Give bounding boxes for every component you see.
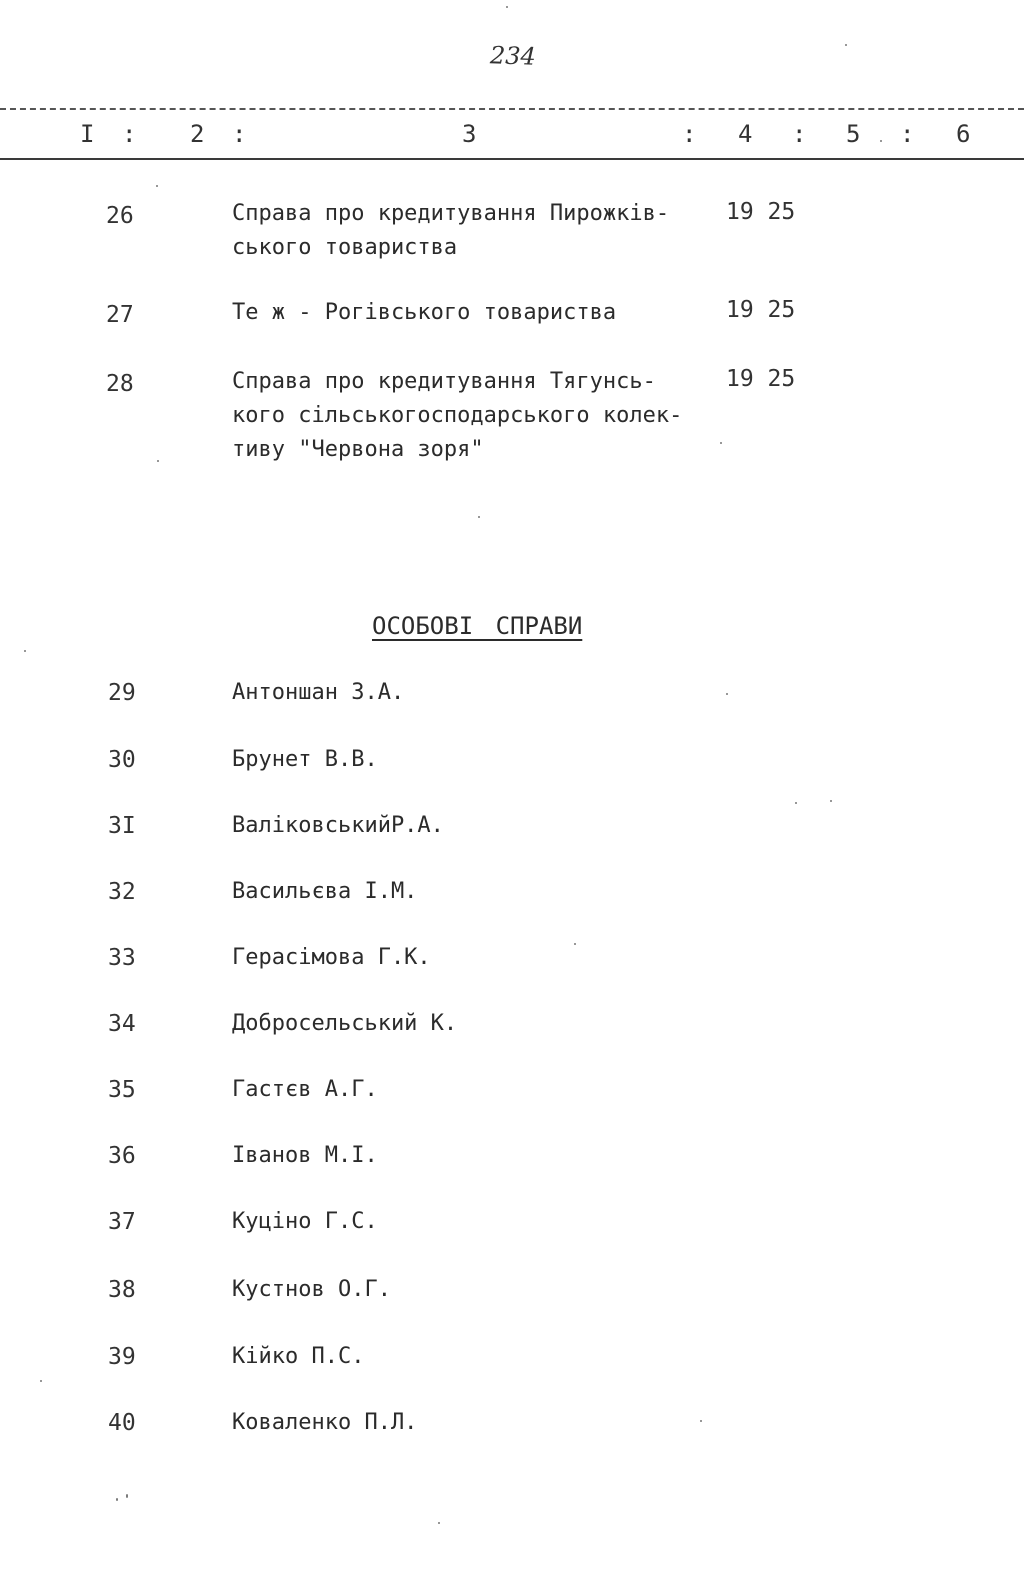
- row-number: 26: [106, 203, 134, 229]
- scan-speck: [126, 1494, 128, 1498]
- person-number: 37: [108, 1209, 136, 1235]
- scan-speck: [720, 442, 722, 444]
- scan-speck: [726, 693, 728, 695]
- row-year: 19 25: [726, 366, 796, 392]
- col-4-label: 4: [738, 120, 753, 148]
- scan-speck: [574, 943, 576, 945]
- scan-speck: [880, 140, 882, 142]
- scan-speck: [478, 516, 480, 518]
- col-3-label: 3: [462, 120, 477, 148]
- row-title: Те ж - Рогівського товариства: [232, 300, 617, 325]
- row-year: 19 25: [726, 199, 796, 225]
- scan-speck: [438, 1522, 440, 1524]
- col-separator: :: [682, 120, 697, 148]
- person-number: 40: [108, 1410, 136, 1436]
- row-title: Справа про кредитування Тягунсь- кого сільськогосподарського колек- тиву "Червона зоря": [232, 369, 683, 462]
- person-number: 33: [108, 945, 136, 971]
- col-5-label: 5: [846, 120, 861, 148]
- person-name: Куціно Г.С.: [232, 1209, 378, 1234]
- col-6-label: 6: [956, 120, 971, 148]
- person-name: Васильєва І.М.: [232, 879, 418, 904]
- person-name: Гастєв А.Г.: [232, 1077, 378, 1102]
- col-separator: :: [232, 120, 247, 148]
- person-name: Кустнов О.Г.: [232, 1277, 391, 1302]
- row-title: Справа про кредитування Пирожків- ського товариства: [232, 201, 670, 260]
- scan-speck: [830, 800, 832, 802]
- person-name: Іванов М.І.: [232, 1143, 378, 1168]
- person-name: Антоншан З.А.: [232, 680, 405, 705]
- scan-speck: [156, 185, 158, 187]
- page-number: 234: [489, 41, 537, 71]
- scan-speck: [40, 1380, 42, 1382]
- person-number: 36: [108, 1143, 136, 1169]
- scan-speck: [157, 460, 159, 462]
- scan-speck: [700, 1420, 702, 1422]
- person-name: Коваленко П.Л.: [232, 1410, 418, 1435]
- col-1-label: I: [80, 120, 95, 148]
- row-number: 28: [106, 371, 134, 397]
- person-number: 39: [108, 1344, 136, 1370]
- scan-speck: [116, 1498, 118, 1501]
- person-number: 3I: [108, 813, 136, 839]
- col-2-label: 2: [190, 120, 205, 148]
- person-name: Добросельський К.: [232, 1011, 458, 1036]
- col-separator: :: [900, 120, 915, 148]
- scan-speck: [795, 802, 797, 804]
- header-rule-bottom: [0, 158, 1024, 160]
- person-number: 29: [108, 680, 136, 706]
- header-rule-top: [0, 108, 1024, 110]
- person-number: 30: [108, 747, 136, 773]
- row-number: 27: [106, 302, 134, 328]
- person-name: ВаліковськийР.А.: [232, 813, 444, 838]
- col-separator: :: [122, 120, 137, 148]
- person-number: 34: [108, 1011, 136, 1037]
- scan-speck: [506, 6, 508, 8]
- person-name: Кійко П.С.: [232, 1344, 365, 1369]
- row-year: 19 25: [726, 297, 796, 323]
- scan-speck: [24, 650, 26, 652]
- scan-speck: [845, 44, 847, 46]
- person-number: 38: [108, 1277, 136, 1303]
- section-title: ОСОБОВІ СПРАВИ: [372, 612, 583, 640]
- person-name: Брунет В.В.: [232, 747, 378, 772]
- person-number: 35: [108, 1077, 136, 1103]
- person-name: Герасімова Г.К.: [232, 945, 431, 970]
- col-separator: :: [792, 120, 807, 148]
- person-number: 32: [108, 879, 136, 905]
